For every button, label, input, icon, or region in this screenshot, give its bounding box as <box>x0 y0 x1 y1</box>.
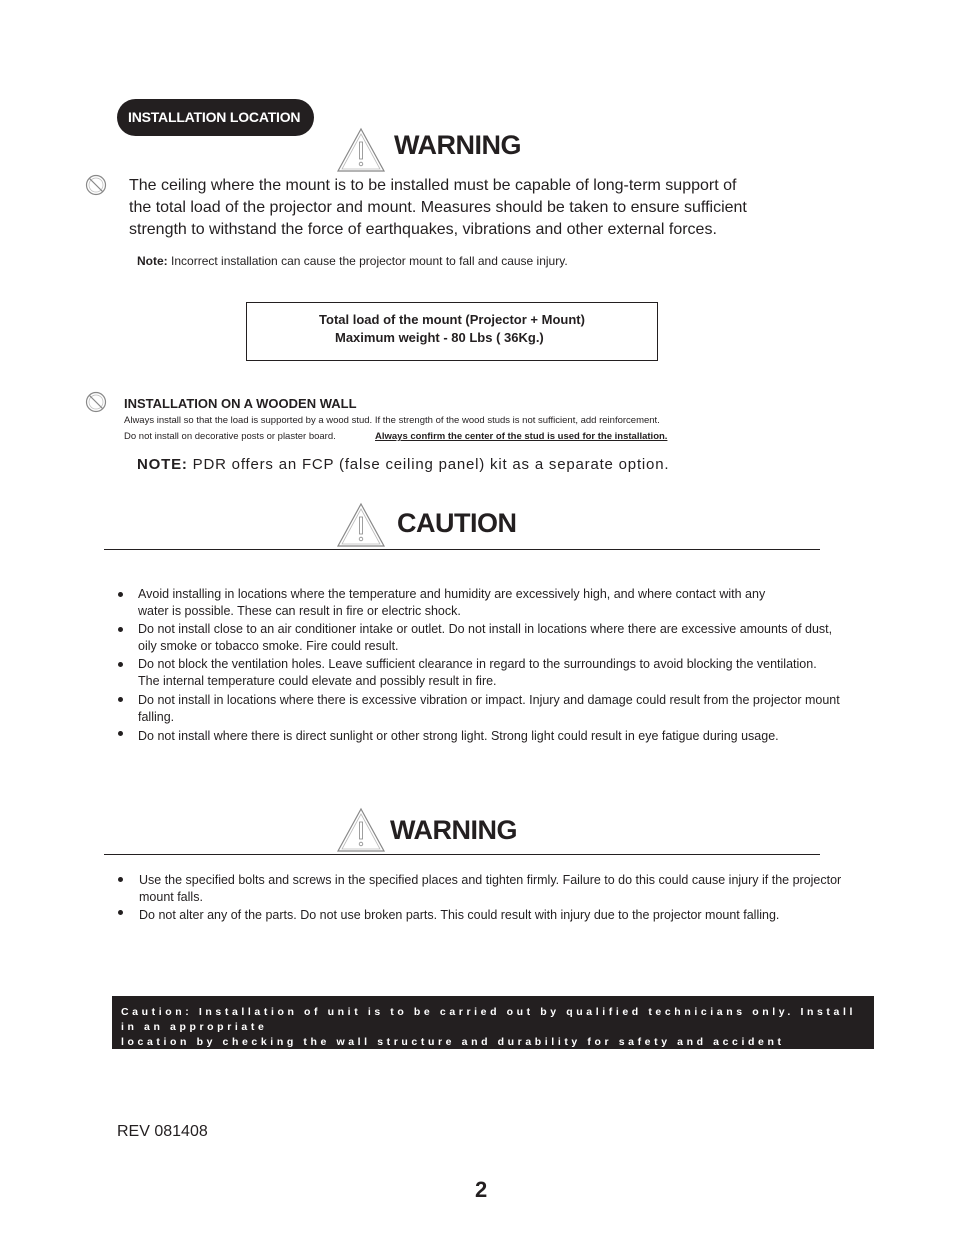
warning-triangle-icon <box>336 807 386 853</box>
bullet-icon <box>118 662 123 667</box>
item-line: Do not alter any of the parts. Do not use broken parts. This could result with injury due to the projector mount falling. <box>139 908 780 922</box>
wooden-wall-emphasis: Always confirm the center of the stud is used for the installation. <box>375 431 668 442</box>
paragraph-line: strength to withstand the force of earthquakes, vibrations and other external forces. <box>129 221 717 238</box>
bullet-icon <box>118 910 123 915</box>
item-line: Do not install where there is direct sunlight or other strong light. Strong light could result in eye fatigue during usage. <box>138 729 779 743</box>
item-line: Do not block the ventilation holes. Leave sufficient clearance in regard to the surroundings to avoid blocking the ventilation. <box>138 657 817 671</box>
item-line: water is possible. These can result in fire or electric shock. <box>138 604 461 618</box>
bullet-icon <box>118 877 123 882</box>
wooden-wall-text: Do not install on decorative posts or plaster board. <box>124 431 336 442</box>
note-label: NOTE: <box>137 456 188 473</box>
divider <box>104 549 820 550</box>
item-line: Do not install close to an air conditioner intake or outlet. Do not install in locations where there are excessive amounts of dust, <box>138 622 833 636</box>
warning-item <box>139 872 841 906</box>
item-line: mount falls. <box>139 890 203 904</box>
item-line: Do not install in locations where there is excessive vibration or impact. Injury and damage could result from the projector mount <box>138 693 840 707</box>
caution-heading: CAUTION <box>397 508 517 538</box>
caution-banner <box>112 996 874 1063</box>
paragraph-line: the total load of the projector and mount. Measures should be taken to ensure sufficient <box>129 199 747 216</box>
wooden-wall-title: INSTALLATION ON A WOODEN WALL <box>124 396 357 411</box>
caution-item <box>138 692 840 726</box>
warning-triangle-icon <box>336 502 386 548</box>
bullet-icon <box>118 592 123 597</box>
load-box-title: Total load of the mount (Projector + Mount) <box>319 312 585 327</box>
warning-heading: WARNING <box>394 130 521 160</box>
banner-line: location by checking the wall structure and durability for safety and accident prevention. <box>121 1036 785 1063</box>
note-text: Incorrect installation can cause the projector mount to fall and cause injury. <box>171 254 568 268</box>
wooden-wall-text: Always install so that the load is supported by a wood stud. If the strength of the wood studs is not sufficient, add reinforcement. <box>124 415 660 426</box>
page-number: 2 <box>475 1177 488 1202</box>
revision-label: REV 081408 <box>117 1123 208 1140</box>
note-text: PDR offers an FCP (false ceiling panel) kit as a separate option. <box>192 456 670 473</box>
section-label: INSTALLATION LOCATION <box>117 99 314 136</box>
warning-triangle-icon <box>336 127 386 173</box>
bullet-icon <box>118 697 123 702</box>
item-line: falling. <box>138 710 175 724</box>
fcp-note <box>137 456 669 473</box>
prohibited-icon <box>85 391 107 413</box>
ceiling-requirement-paragraph <box>129 175 749 241</box>
caution-item <box>138 621 832 655</box>
item-line: oily smoke or tobacco smoke. Fire could result. <box>138 639 399 653</box>
caution-item <box>138 728 779 745</box>
note-label: Note: <box>137 254 168 268</box>
divider <box>104 854 820 855</box>
item-line: Use the specified bolts and screws in the specified places and tighten firmly. Failure to do this could cause injury if the projector <box>139 873 842 887</box>
bullet-icon <box>118 627 123 632</box>
banner-line: Caution: Installation of unit is to be carried out by qualified technicians only. Install in an appropriate <box>121 1006 856 1033</box>
load-box-max-weight: Maximum weight - 80 Lbs ( 36Kg.) <box>335 330 544 345</box>
warning-heading: WARNING <box>390 815 517 845</box>
caution-item <box>138 586 765 620</box>
prohibited-icon <box>85 174 107 196</box>
item-line: The internal temperature could elevate and possibly result in fire. <box>138 674 497 688</box>
item-line: Avoid installing in locations where the temperature and humidity are excessively high, and where contact with any <box>138 587 766 601</box>
bullet-icon <box>118 731 123 736</box>
warning-item <box>139 907 779 924</box>
installation-note <box>137 254 568 268</box>
caution-item <box>138 656 817 690</box>
paragraph-line: The ceiling where the mount is to be installed must be capable of long-term support of <box>129 177 737 194</box>
